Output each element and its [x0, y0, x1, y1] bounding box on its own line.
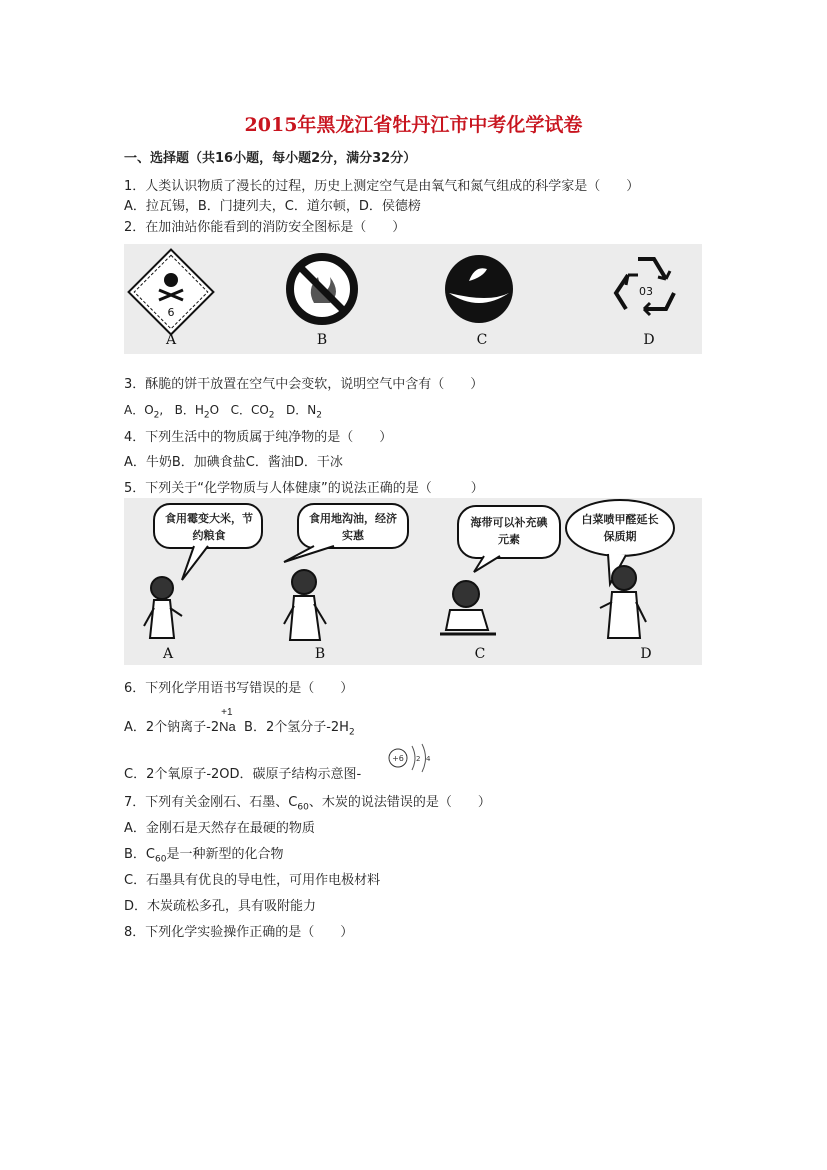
bubble-a-text: 食用霉变大米，节约粮食: [165, 512, 253, 542]
recycle-code: 03: [639, 285, 653, 298]
boy-at-desk-icon: [440, 581, 496, 634]
speech-bubble-a: [154, 504, 262, 580]
bubble-b-text: 食用地沟油，经济实惠: [309, 512, 397, 542]
q5-label-b: B: [314, 646, 326, 662]
q3-options: A．$O_2$, B．$H_2O$ C．$CO_2$ D．$N_2$: [124, 403, 322, 421]
nucleus-charge: +6: [392, 754, 404, 763]
q1-options: A．拉瓦锡，B．门捷列夫，C．道尔顿，D．侯德榜: [124, 199, 421, 214]
speech-bubble-c: [458, 506, 560, 572]
q7-stem: 7．下列有关金刚石、石墨、$C_{60}$、木炭的说法错误的是（ ）: [124, 795, 491, 813]
boy-pointing-icon: [600, 566, 646, 638]
q8-stem: 8．下列化学实验操作正确的是（ ）: [124, 925, 354, 940]
section-heading: 一、选择题（共16小题，每小题2分，满分32分）: [124, 151, 417, 166]
q2-label-d: D: [643, 332, 655, 348]
q3-stem: 3．酥脆的饼干放置在空气中会变软，说明空气中含有（ ）: [124, 377, 484, 392]
q2-figure: [124, 244, 702, 354]
hazard-code: 6: [167, 306, 175, 319]
q1-stem: 1．人类认识物质了漫长的过程，历史上测定空气是由氧气和氮气组成的科学家是（ ）: [124, 179, 640, 194]
page-title: 2015年黑龙江省牡丹江市中考化学试卷: [244, 114, 583, 136]
q2-label-b: B: [316, 332, 328, 348]
girl-figure-icon: [144, 577, 182, 638]
q7-option-d: D．木炭疏松多孔，具有吸附能力: [124, 899, 317, 914]
q2-stem: 2．在加油站你能看到的消防安全图标是（ ）: [124, 220, 406, 235]
q4-stem: 4．下列生活中的物质属于纯净物的是（ ）: [124, 430, 393, 445]
q6-stem: 6．下列化学用语书写错误的是（ ）: [124, 681, 354, 696]
sodium-ion-symbol: +1 Na: [219, 707, 236, 734]
q4-options: A．牛奶B．加碘食盐C．酱油D．干冰: [124, 455, 343, 470]
q2-label-a: A: [165, 332, 177, 348]
bubble-c-text: 海带可以补充碘元素: [470, 516, 548, 546]
q5-label-c: C: [474, 646, 486, 662]
q5-label-d: D: [640, 646, 652, 662]
recycle-icon: [616, 259, 674, 315]
shell-1-electrons: 2: [416, 755, 421, 763]
q2-label-c: C: [476, 332, 488, 348]
carbon-atom-diagram: [384, 740, 436, 776]
shell-2-electrons: 4: [426, 755, 431, 763]
no-fire-icon: [290, 257, 354, 321]
q5-label-a: A: [162, 646, 174, 662]
q6-option-cd: C．2个氧原子-2OD．碳原子结构示意图-: [124, 767, 362, 782]
speech-bubble-b: [284, 504, 408, 562]
water-saving-icon: [445, 255, 513, 323]
q7-option-b: B．$C_{60}$是一种新型的化合物: [124, 847, 284, 865]
q6-option-ab: A．2个钠离子-2 +1 Na B．2个氢分子$-2H_2$: [124, 707, 355, 738]
bubble-d-text: 白菜喷甲醛延长保质期: [581, 513, 659, 543]
boy-figure-icon: [284, 570, 326, 640]
q5-stem: 5．下列关于“化学物质与人体健康”的说法正确的是（ ）: [124, 481, 484, 496]
q5-figure: [124, 498, 702, 665]
hazard-sign-icon: [129, 250, 214, 335]
q7-option-c: C．石墨具有优良的导电性，可用作电极材料: [124, 873, 381, 888]
q7-option-a: A．金刚石是天然存在最硬的物质: [124, 821, 315, 836]
